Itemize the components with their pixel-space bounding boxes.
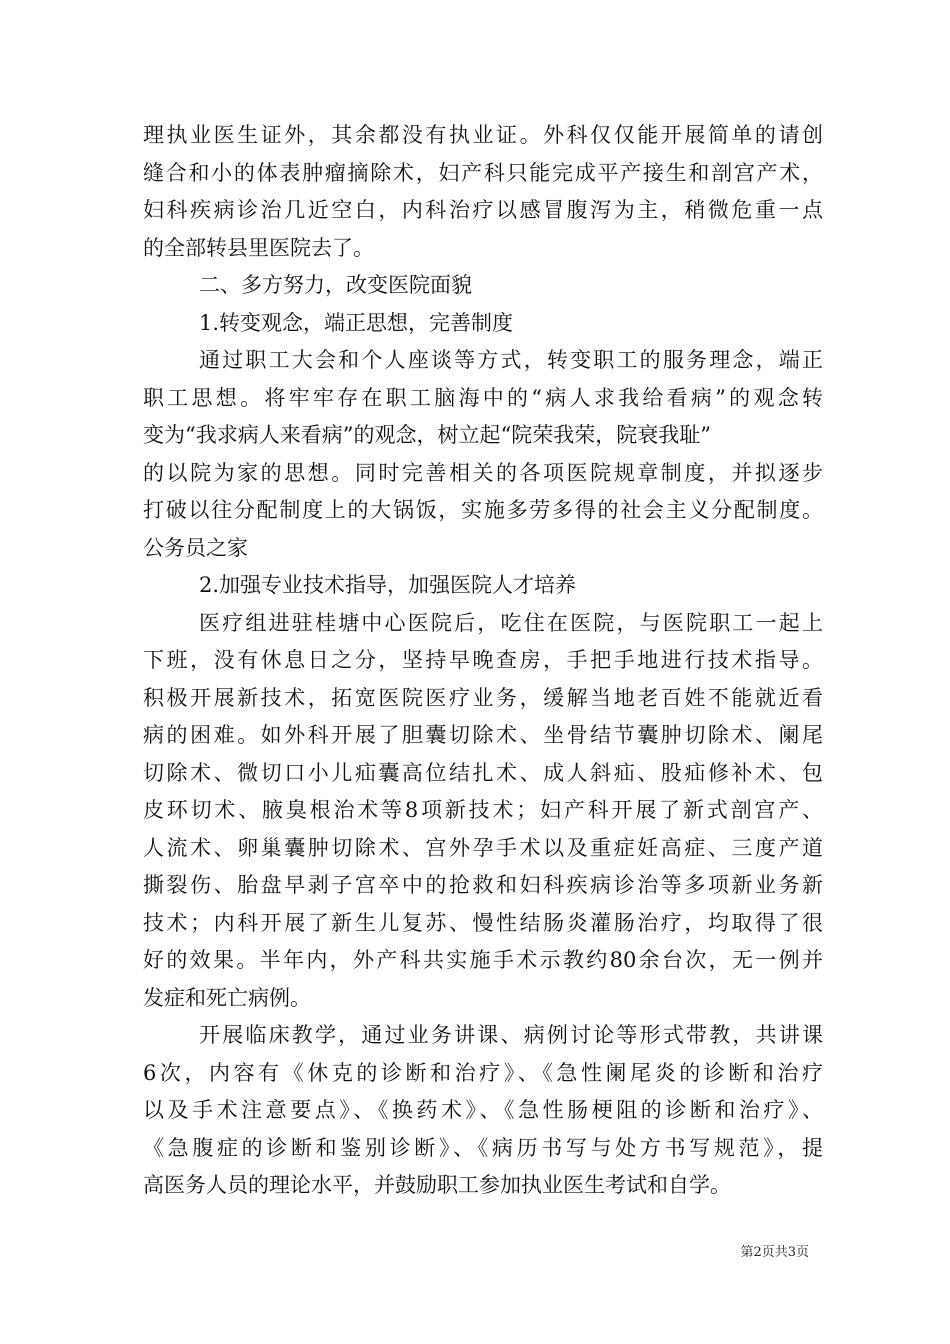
text-line: 人流术、卵巢囊肿切除术、宫外孕手术以及重症妊高症、三度产道 (143, 835, 823, 860)
text-line: 技术；内科开展了新生儿复苏、慢性结肠炎灌肠治疗，均取得了很 (143, 910, 823, 935)
body-text (143, 117, 823, 1205)
text-line: 通过职工大会和个人座谈等方式，转变职工的服务理念，端正 (199, 348, 823, 372)
subsection-heading: 1.转变观念，端正思想，完善制度 (199, 310, 514, 335)
text-line: 下班，没有休息日之分，坚持早晚查房，手把手地进行技术指导。 (143, 648, 823, 672)
text-line: 打破以往分配制度上的大锅饭，实施多劳多得的社会主义分配制度。 (143, 498, 823, 522)
text-line: 妇科疾病诊治几近空白，内科治疗以感冒腹泻为主，稍微危重一点 (143, 198, 823, 222)
text-line: 开展临床教学，通过业务讲课、病例讨论等形式带教，共讲课 (199, 1023, 823, 1047)
text-line: 理执业医生证外，其余都没有执业证。外科仅仅能开展简单的请创 (143, 123, 823, 147)
text-line: 职工思想。将牢牢存在职工脑海中的“病人求我给看病”的观念转 (143, 385, 823, 410)
section-heading: 二、多方努力，改变医院面貌 (199, 273, 472, 297)
text-line: 医疗组进驻桂塘中心医院后，吃住在医院，与医院职工一起上 (199, 610, 823, 635)
text-line: 皮环切术、腋臭根治术等8项新技术；妇产科开展了新式剖宫产、 (143, 798, 823, 822)
page-number: 第2页共3页 (740, 1245, 809, 1260)
text-line: 变为“我求病人来看病”的观念，树立起“院荣我荣，院衰我耻” (143, 423, 711, 447)
text-line: 缝合和小的体表肿瘤摘除术，妇产科只能完成平产接生和剖宫产术， (143, 160, 823, 185)
text-line: 切除术、微切口小儿疝囊高位结扎术、成人斜疝、股疝修补术、包 (143, 760, 823, 785)
text-line: 病的困难。如外科开展了胆囊切除术、坐骨结节囊肿切除术、阑尾 (143, 723, 823, 747)
subsection-heading: 2.加强专业技术指导，加强医院人才培养 (199, 573, 577, 597)
text-line: 《急腹症的诊断和鉴别诊断》、《病历书写与处方书写规范》，提 (143, 1135, 823, 1160)
text-line: 积极开展新技术，拓宽医院医疗业务，缓解当地老百姓不能就近看 (143, 685, 823, 710)
text-line: 发症和死亡病例。 (143, 985, 311, 1010)
text-line: 撕裂伤、胎盘早剥子宫卒中的抢救和妇科疾病诊治等多项新业务新 (143, 873, 823, 897)
text-line: 高医务人员的理论水平，并鼓励职工参加执业医生考试和自学。 (143, 1173, 731, 1197)
text-line: 6次，内容有《休克的诊断和治疗》、《急性阑尾炎的诊断和治疗 (143, 1060, 823, 1085)
text-line: 的以院为家的思想。同时完善相关的各项医院规章制度，并拟逐步 (143, 460, 823, 485)
text-line: 以及手术注意要点》、《换药术》、《急性肠梗阻的诊断和治疗》、 (143, 1098, 823, 1122)
text-line: 公务员之家 (143, 535, 248, 560)
text-line: 的全部转县里医院去了。 (143, 235, 374, 260)
text-line: 好的效果。半年内，外产科共实施手术示教约80余台次，无一例并 (143, 948, 823, 972)
